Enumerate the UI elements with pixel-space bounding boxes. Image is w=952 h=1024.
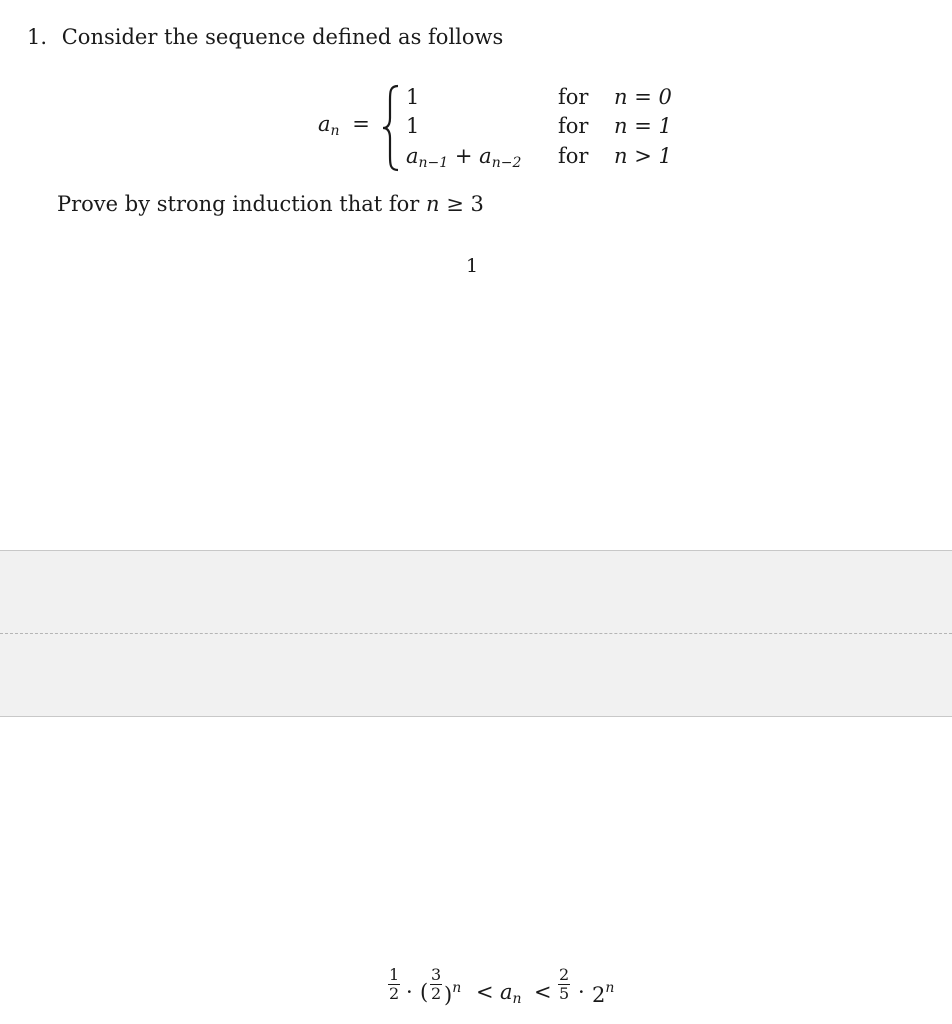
page-number: 1: [466, 255, 479, 277]
case-2-for: for: [558, 144, 589, 168]
case-2-plus: +: [454, 144, 473, 168]
left-paren: (: [420, 980, 429, 1004]
case-0-for: for: [558, 85, 589, 109]
sequence-definition: [318, 82, 718, 172]
power-base: 2: [592, 983, 606, 1007]
middle-subscript: n: [512, 991, 522, 1007]
page-break-band: [0, 550, 952, 717]
prove-text: Prove by strong induction that for: [57, 192, 420, 216]
case-1-condition: n = 1: [614, 114, 672, 138]
dot-operator-2: ·: [578, 980, 585, 1004]
exponent-n-2: n: [605, 980, 615, 996]
case-2-condition: n > 1: [614, 144, 672, 168]
lhs-subscript: n: [330, 123, 340, 139]
exponent-n-1: n: [452, 980, 462, 996]
prove-relation: ≥ 3: [446, 192, 484, 216]
case-2-value: [406, 144, 521, 171]
lhs-equals: =: [352, 112, 370, 136]
case-0-condition: n = 0: [614, 85, 672, 109]
dot-operator-1: ·: [406, 980, 413, 1004]
fraction-one-half: [388, 966, 400, 1003]
fraction-three-halves-numerator: 3: [431, 965, 442, 984]
right-paren: [444, 980, 461, 1007]
fraction-one-half-denominator: 2: [389, 984, 400, 1003]
problem-intro: Consider the sequence defined as follows: [61, 25, 504, 49]
case-2-term-b-sub: n−2: [491, 155, 522, 171]
middle-variable: a: [500, 980, 513, 1004]
inequality-formula: [388, 962, 628, 1022]
case-2-term-a-sub: n−1: [418, 155, 449, 171]
problem-number: 1.: [27, 25, 48, 49]
case-0-value: 1: [406, 85, 420, 109]
middle-term: [500, 980, 522, 1007]
power-term: [592, 980, 614, 1007]
left-brace: [380, 84, 402, 172]
fraction-two-fifths-denominator: 5: [559, 984, 570, 1003]
fraction-three-halves: [430, 966, 442, 1003]
fraction-one-half-numerator: 1: [389, 965, 400, 984]
fraction-two-fifths-numerator: 2: [559, 965, 570, 984]
less-than-1: <: [476, 980, 494, 1004]
case-2-term-b: a: [479, 144, 492, 168]
case-1-value: 1: [406, 114, 420, 138]
prove-statement: [57, 189, 484, 219]
prove-variable: n: [426, 192, 440, 216]
fraction-two-fifths: [558, 966, 570, 1003]
fraction-three-halves-denominator: 2: [431, 984, 442, 1003]
right-paren-glyph: ): [444, 983, 453, 1007]
case-2-term-a: a: [406, 144, 419, 168]
case-1-for: for: [558, 114, 589, 138]
definition-lhs: [318, 112, 370, 139]
less-than-2: <: [534, 980, 552, 1004]
problem-statement: [27, 22, 503, 52]
lhs-variable: a: [318, 112, 331, 136]
page-break-divider: [0, 633, 952, 634]
